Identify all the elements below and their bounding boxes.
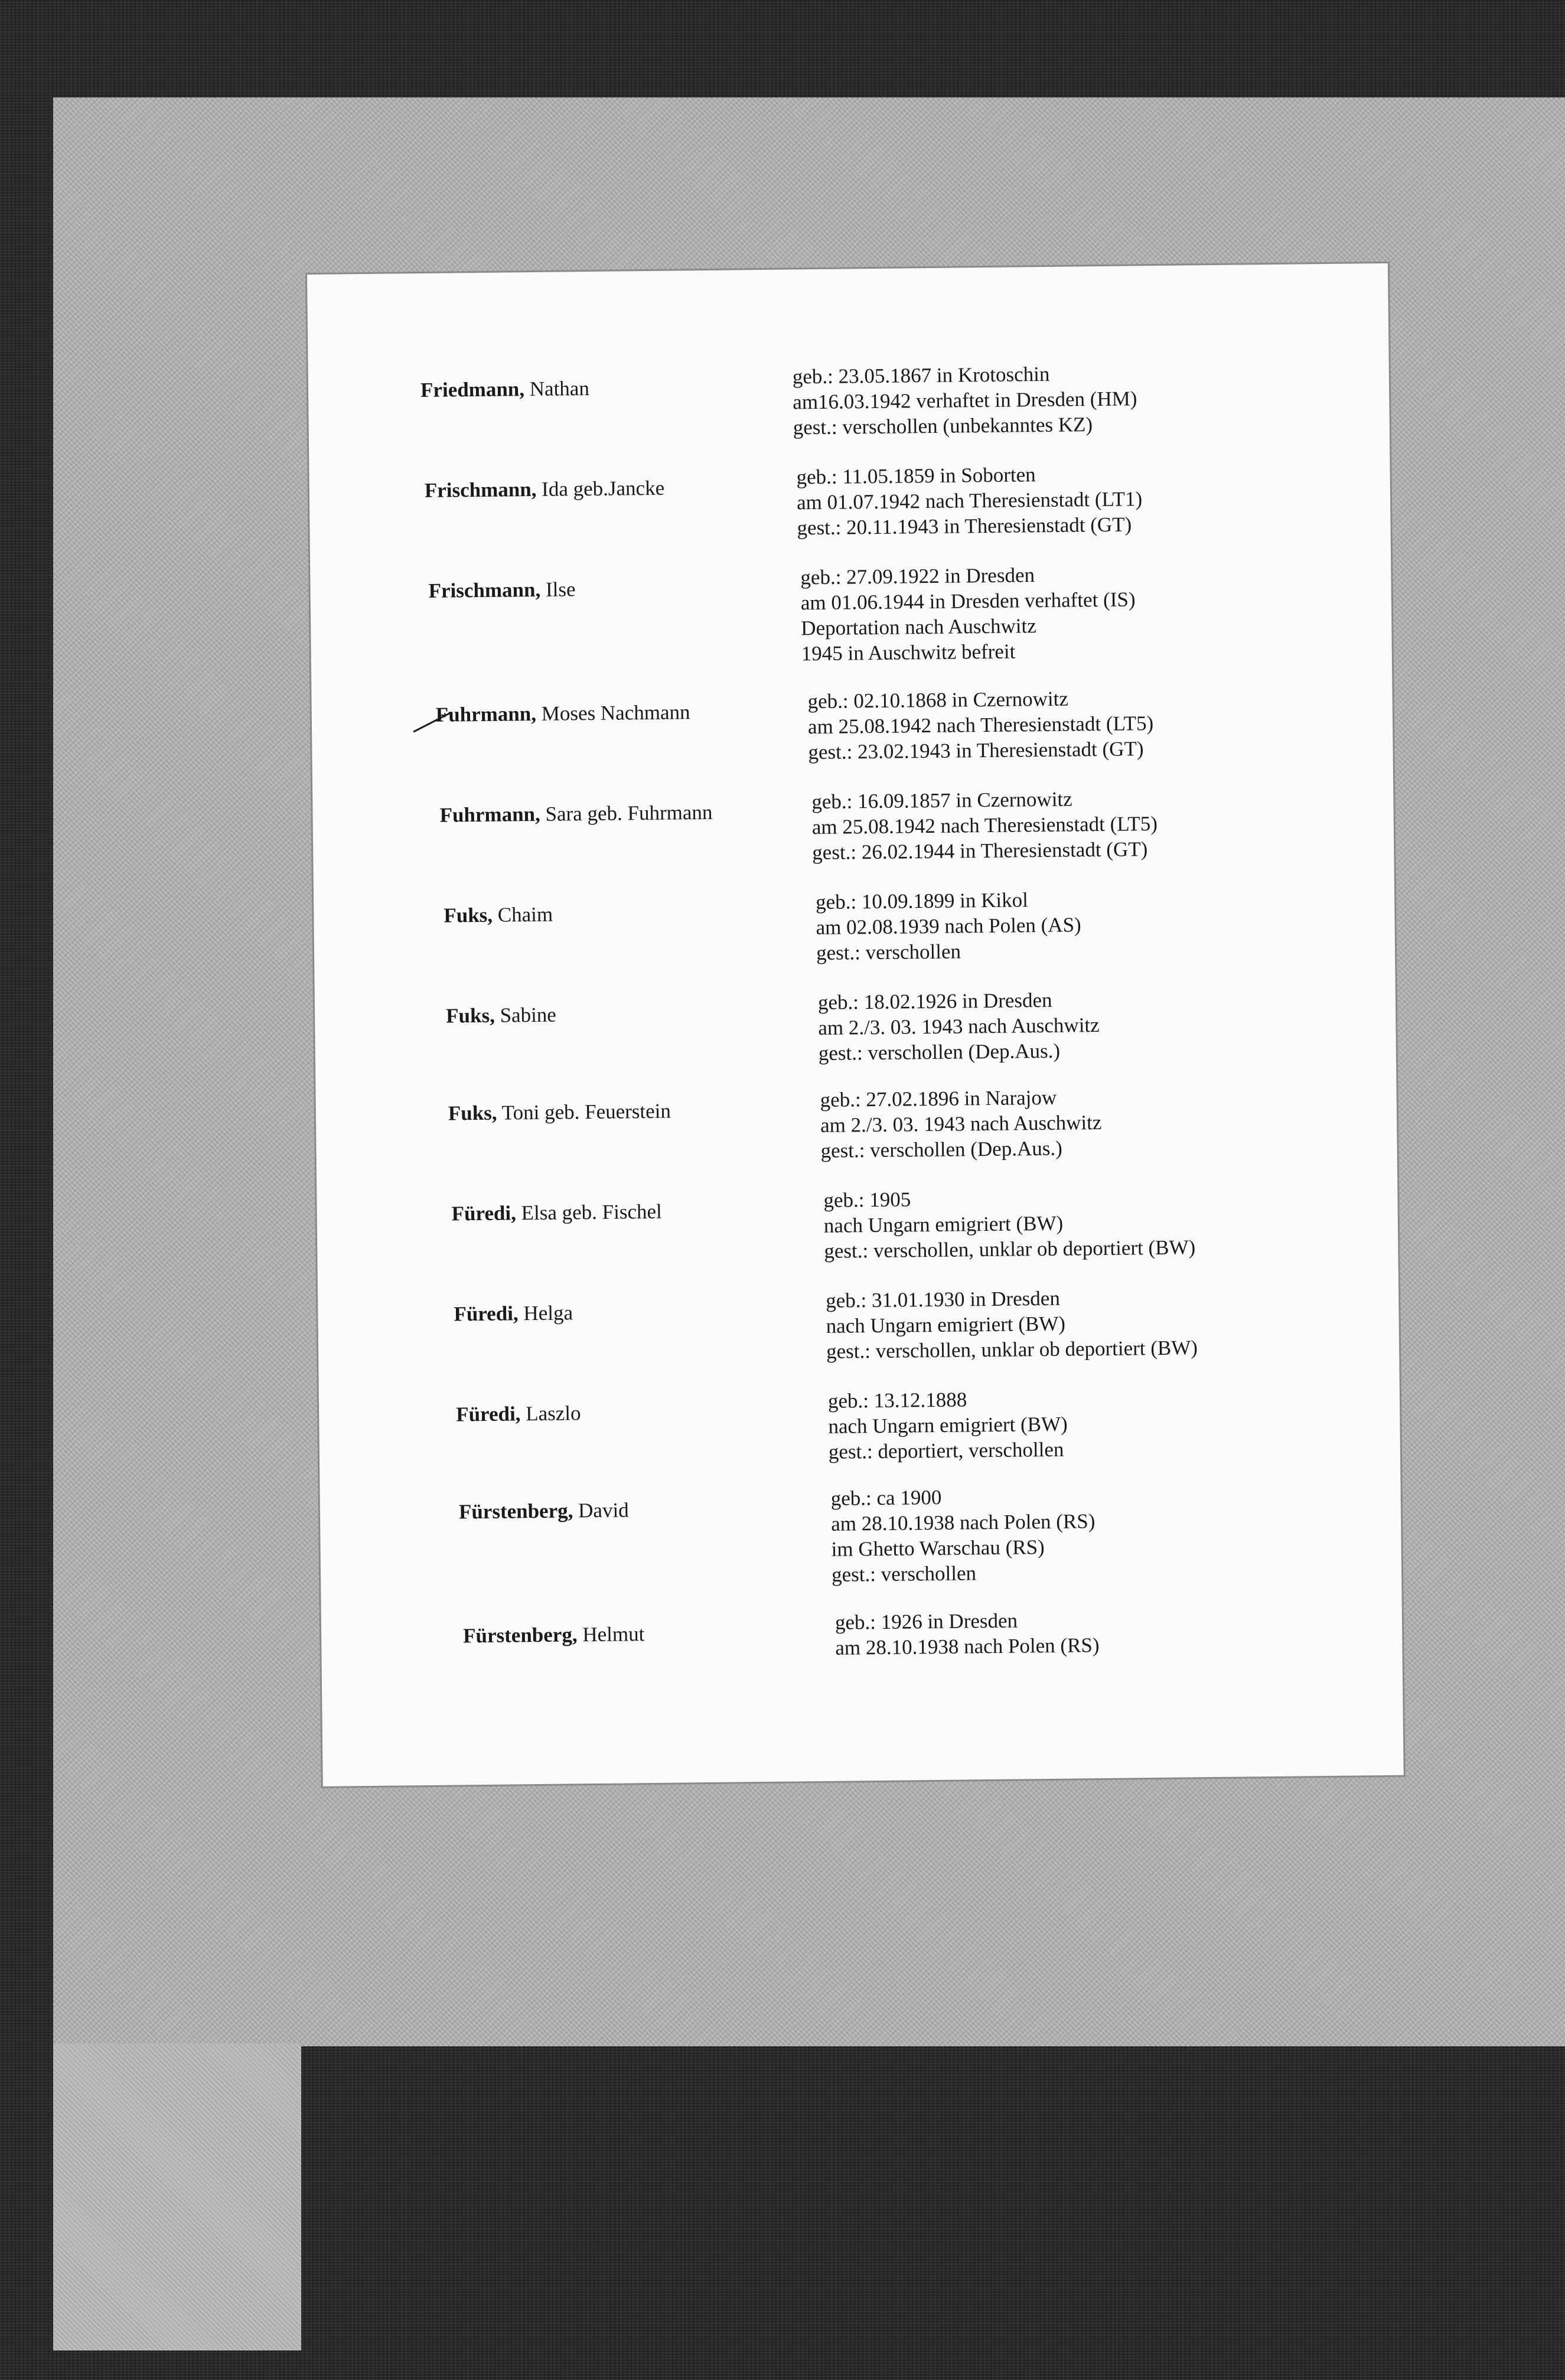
surname: Füredi, [456,1402,521,1426]
detail-line: gest.: 26.02.1944 in Theresienstadt (GT) [812,837,1148,865]
surname: Fürstenberg, [462,1623,578,1648]
detail-line: am16.03.1942 verhaftet in Dresden (HM) [793,387,1137,414]
detail-line: geb.: 1926 in Dresden [834,1609,1018,1634]
detail-line: Deportation nach Auschwitz [801,614,1037,640]
given-name: Sara geb. Fuhrmann [540,800,713,826]
detail-line: geb.: ca 1900 [830,1485,942,1510]
given-name: Nathan [524,377,590,401]
person-details [831,1483,1096,1587]
list-item [344,1382,1426,1488]
detail-line: am 25.08.1942 nach Theresienstadt (LT5) [811,811,1158,839]
detail-line: geb.: 31.01.1930 in Dresden [826,1286,1061,1312]
given-name: Sabine [494,1003,557,1027]
detail-line: gest.: verschollen (unbekanntes KZ) [793,413,1093,439]
person-name [463,1622,645,1648]
person-details [826,1284,1198,1364]
given-name: Chaim [492,902,553,927]
surname: Fuks, [444,903,493,927]
person-name [456,1401,581,1426]
detail-line: gest.: deportiert, verschollen [828,1437,1064,1463]
list-item [336,1081,1418,1186]
given-name: Moses Nachmann [536,700,690,725]
detail-line: nach Ungarn emigriert (BW) [828,1412,1068,1438]
list-item [308,358,1390,464]
surname: Fuhrmann, [439,802,540,827]
given-name: Ida geb.Jancke [536,476,665,501]
list-item [341,1282,1423,1387]
detail-line: am 28.10.1938 nach Polen (RS) [835,1634,1100,1660]
document-page [307,263,1404,1786]
person-details [796,461,1142,540]
detail-line: geb.: 1905 [823,1188,911,1212]
person-name [446,1003,556,1028]
list-item [312,458,1394,564]
person-details [800,561,1136,666]
detail-line: gest.: verschollen (Dep.Aus.) [818,1039,1061,1065]
list-item [327,783,1409,889]
detail-line: geb.: 27.02.1896 in Narajow [820,1085,1057,1111]
surname: Friedmann, [420,377,525,402]
person-details [835,1607,1100,1661]
person-details [828,1386,1068,1465]
given-name: Helmut [577,1622,645,1647]
person-details [820,1084,1102,1163]
detail-line: am 01.06.1944 in Dresden verhaftet (IS) [800,588,1136,615]
detail-line: geb.: 13.12.1888 [827,1388,967,1413]
detail-line: geb.: 11.05.1859 in Soborten [796,463,1036,489]
detail-line: im Ghetto Warschau (RS) [831,1535,1045,1561]
detail-line: gest.: verschollen, unklar ob deportiert (BW) [826,1336,1198,1363]
person-name [444,903,553,928]
given-name: Elsa geb. Fischel [516,1199,662,1225]
person-name [428,578,575,603]
detail-line: nach Ungarn emigriert (BW) [823,1211,1064,1237]
detail-line: geb.: 23.05.1867 in Krotoschin [792,362,1050,389]
person-name [454,1301,573,1326]
person-name [425,477,665,503]
surname: Fuhrmann, [435,702,537,726]
surname: Füredi, [454,1302,519,1326]
person-name [439,801,712,827]
surname: Füredi, [451,1201,517,1225]
backing-strip [53,2043,301,2350]
detail-line: geb.: 18.02.1926 in Dresden [817,988,1052,1015]
person-name [459,1498,629,1524]
list-item [351,1603,1433,1709]
person-name [451,1200,662,1226]
detail-line: geb.: 10.09.1899 in Kikol [815,888,1029,914]
detail-line: geb.: 27.09.1922 in Dresden [800,563,1035,589]
list-item [331,883,1413,989]
given-name: David [573,1498,629,1522]
given-name: Toni geb. Feuerstein [497,1099,671,1124]
detail-line: 1945 in Auschwitz befreit [801,640,1016,666]
list-item [334,983,1416,1089]
surname: Fuks, [445,1003,495,1028]
detail-line: gest.: verschollen, unklar ob deportiert (BW) [824,1235,1196,1263]
person-details [823,1184,1195,1264]
person-details [816,886,1081,966]
list-item [316,559,1398,664]
detail-line: gest.: 23.02.1943 in Theresienstadt (GT) [808,737,1144,764]
detail-line: gest.: verschollen [816,940,961,965]
person-name [420,377,589,402]
person-details [811,785,1158,865]
surname: Fürstenberg, [458,1499,573,1524]
detail-line: am 25.08.1942 nach Theresienstadt (LT5) [807,712,1154,739]
person-name [448,1100,671,1126]
person-details [793,360,1138,440]
list-item [339,1181,1421,1287]
list-item [347,1479,1429,1585]
surname: Fuks, [448,1101,497,1125]
given-name: Laszlo [520,1401,581,1426]
detail-line: am 28.10.1938 nach Polen (RS) [830,1509,1096,1535]
list-item [323,683,1405,788]
detail-line: geb.: 02.10.1868 in Czernowitz [807,687,1069,713]
person-details [818,987,1100,1066]
detail-line: gest.: verschollen (Dep.Aus.) [820,1136,1062,1162]
detail-line: am 02.08.1939 nach Polen (AS) [816,913,1081,940]
detail-line: am 2./3. 03. 1943 nach Auschwitz [820,1110,1102,1137]
given-name: Helga [518,1301,573,1325]
detail-line: geb.: 16.09.1857 in Czernowitz [811,787,1072,814]
person-details [807,685,1153,765]
detail-line: am 2./3. 03. 1943 nach Auschwitz [818,1013,1100,1040]
detail-line: nach Ungarn emigriert (BW) [826,1312,1066,1338]
detail-line: gest.: 20.11.1943 in Theresienstadt (GT) [797,513,1132,540]
surname: Frischmann, [424,477,537,502]
detail-line: gest.: verschollen [831,1561,977,1586]
person-name [436,700,690,727]
surname: Frischmann, [428,578,541,602]
given-name: Ilse [540,578,576,601]
detail-line: am 01.07.1942 nach Theresienstadt (LT1) [796,487,1143,514]
handwritten-check-mark-icon [412,710,454,734]
